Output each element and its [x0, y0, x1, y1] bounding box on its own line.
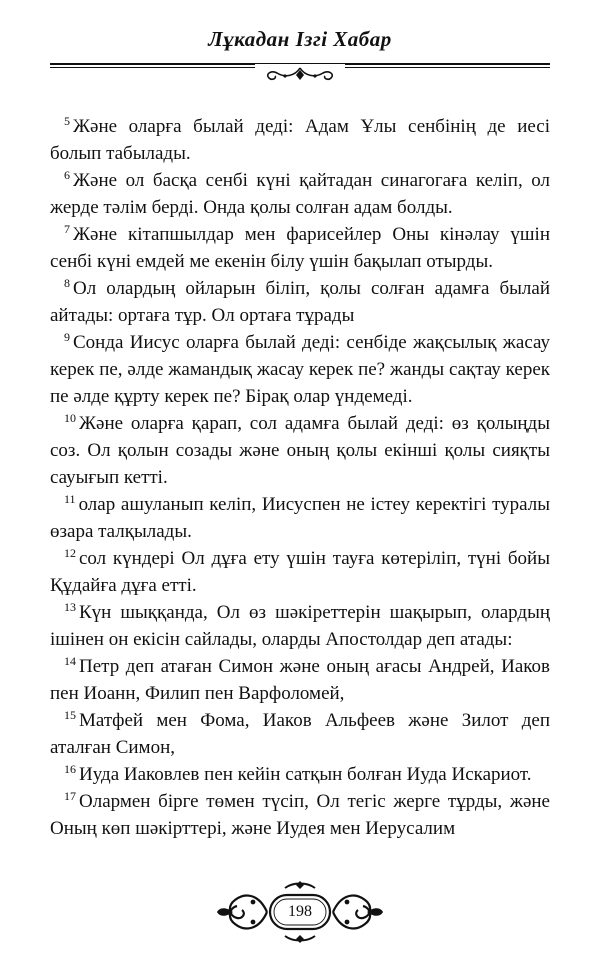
verse-text: Олармен бірге төмен түсіп, Ол тегіс жерге тұрды, және Оның көп шәкірттері, және Иудея мен Иерусалим: [50, 791, 550, 839]
verse-number: 5: [64, 114, 70, 128]
verse-number: 12: [64, 546, 76, 560]
verse-text: Және ол басқа сенбі күні қайтадан синагогаға келіп, ол жерде тәлім берді. Онда қолы солған адам болды.: [50, 170, 550, 218]
verse-text: Иуда Иаковлев пен кейін сатқын болған Иуда Искариот.: [79, 764, 532, 785]
verse: [50, 788, 550, 842]
verse: [50, 761, 550, 788]
verse-number: 7: [64, 222, 70, 236]
verse-text: Және оларға қарап, сол адамға былай деді: өз қолыңды соз. Ол қолын созады және оның қолы екінші қолы сияқты сауығып кетті.: [50, 413, 550, 488]
verse-text: сол күндері Ол дұға ету үшін тауға көтеріліп, түні бойы Құдайға дұға етті.: [50, 548, 550, 596]
running-header-title: Лұкадан Ізгі Хабар: [208, 27, 392, 51]
verse: [50, 491, 550, 545]
verse-text: Күн шыққанда, Ол өз шәкіреттерін шақырып, олардың ішінен он екісін сайлады, оларды Апостолдар деп атады:: [50, 602, 550, 650]
verse-number: 8: [64, 276, 70, 290]
verse-number: 17: [64, 789, 76, 803]
verse-number: 10: [64, 411, 76, 425]
verse: [50, 653, 550, 707]
verse: [50, 221, 550, 275]
verse-text: Матфей мен Фома, Иаков Альфеев және Зилот деп аталған Симон,: [50, 710, 550, 758]
page-number: 198: [288, 903, 312, 920]
verse-number: 11: [64, 492, 76, 506]
verse-number: 15: [64, 708, 76, 722]
verse: [50, 167, 550, 221]
verse: [50, 707, 550, 761]
verse-text: олар ашуланып келіп, Иисуспен не істеу керектігі туралы өзара талқылады.: [50, 494, 550, 542]
verse-number: 6: [64, 168, 70, 182]
verse: [50, 329, 550, 410]
verse: [50, 410, 550, 491]
verse-text: Және оларға былай деді: Адам Ұлы сенбінің де иесі болып табылады.: [50, 116, 550, 164]
scripture-text: [50, 113, 550, 842]
verse-text: Петр деп атаған Симон және оның ағасы Андрей, Иаков пен Иоанн, Филип пен Варфоломей,: [50, 656, 550, 704]
verse-number: 9: [64, 330, 70, 344]
header-ornament-icon: [255, 64, 345, 84]
verse-number: 13: [64, 600, 76, 614]
verse-text: Сонда Иисус оларға былай деді: сенбіде жақсылық жасау керек пе, әлде жамандық жасау керек пе? жанды сақтау керек пе әлде құрту керек пе? Бірақ олар үндемеді.: [50, 332, 550, 407]
verse: [50, 113, 550, 167]
verse: [50, 275, 550, 329]
verse: [50, 599, 550, 653]
verse: [50, 545, 550, 599]
verse-number: 16: [64, 762, 76, 776]
verse-text: Ол олардың ойларын біліп, қолы солған адамға былай айтады: ортаға тұр. Ол ортаға тұрады: [50, 278, 550, 326]
verse-number: 14: [64, 654, 76, 668]
verse-text: Және кітапшылдар мен фарисейлер Оны кінәлау үшін сенбі күні емдей ме екенін білу үшін бақылап отырды.: [50, 224, 550, 272]
